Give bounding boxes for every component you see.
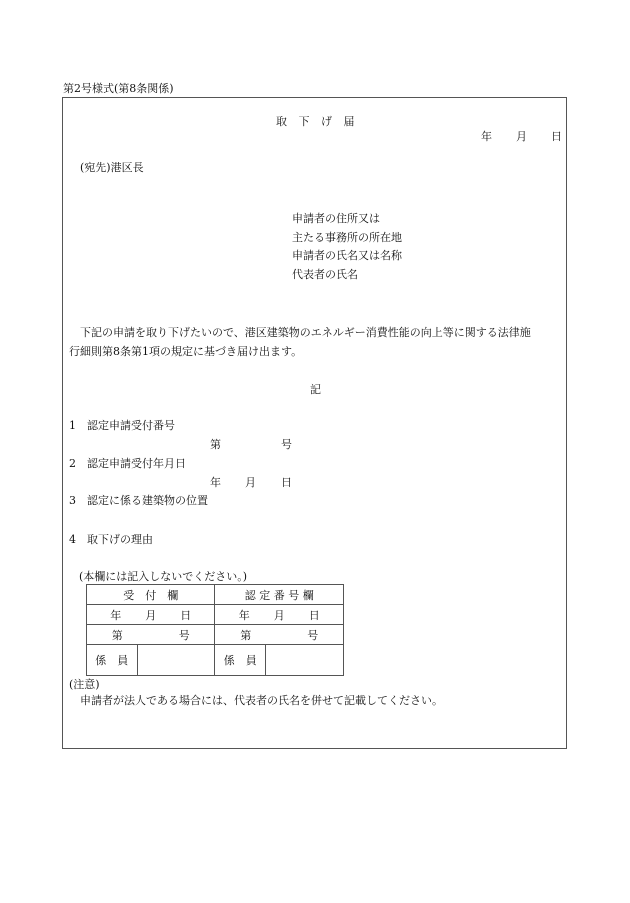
item-1-dai: 第 bbox=[210, 438, 221, 451]
cert-year: 年 bbox=[238, 608, 250, 622]
item-2-month: 月 bbox=[245, 476, 256, 489]
addressee: (宛先)港区長 bbox=[80, 161, 144, 174]
item-1-label: 1 認定申請受付番号 bbox=[69, 419, 175, 432]
body-line-2: 行細則第8条第1項の規定に基づき届け出ます。 bbox=[69, 345, 303, 358]
applicant-address-label: 申請者の住所又は bbox=[292, 212, 380, 225]
cert-go: 号 bbox=[307, 628, 319, 642]
item-3-label: 3 認定に係る建築物の位置 bbox=[69, 494, 208, 507]
applicant-name-label: 申請者の氏名又は名称 bbox=[292, 249, 402, 262]
cert-dai: 第 bbox=[240, 628, 252, 642]
reception-dai: 第 bbox=[111, 628, 123, 642]
cert-month: 月 bbox=[273, 608, 285, 622]
item-2-label: 2 認定申請受付年月日 bbox=[69, 457, 186, 470]
reception-month: 月 bbox=[145, 608, 157, 622]
office-use-table bbox=[86, 584, 344, 676]
date-day: 日 bbox=[551, 130, 562, 143]
note-heading: (注意) bbox=[69, 678, 100, 691]
reception-number-cell bbox=[87, 625, 215, 645]
page-title: 取 下 げ 届 bbox=[276, 115, 359, 128]
cert-number-cell bbox=[215, 625, 344, 645]
reception-clerk-label: 係 員 bbox=[87, 645, 138, 676]
item-2-day: 日 bbox=[281, 476, 292, 489]
date-year: 年 bbox=[481, 130, 492, 143]
reception-go: 号 bbox=[178, 628, 190, 642]
item-2-year: 年 bbox=[210, 476, 221, 489]
reception-date-cell bbox=[87, 605, 215, 625]
representative-label: 代表者の氏名 bbox=[292, 268, 358, 281]
ki-heading: 記 bbox=[310, 383, 321, 396]
reception-clerk-field bbox=[137, 645, 215, 676]
date-month: 月 bbox=[516, 130, 527, 143]
reception-header: 受 付 欄 bbox=[87, 585, 215, 605]
item-4-label: 4 取下げの理由 bbox=[69, 533, 153, 546]
cert-date-cell bbox=[215, 605, 344, 625]
cert-day: 日 bbox=[308, 608, 320, 622]
reception-day: 日 bbox=[180, 608, 192, 622]
reception-year: 年 bbox=[110, 608, 122, 622]
office-use-note: (本欄には記入しないでください。) bbox=[79, 570, 248, 583]
cert-clerk-field bbox=[266, 645, 344, 676]
cert-number-header: 認 定 番 号 欄 bbox=[215, 585, 344, 605]
body-line-1: 下記の申請を取り下げたいので、港区建築物のエネルギー消費性能の向上等に関する法律施 bbox=[80, 326, 531, 339]
note-text: 申請者が法人である場合には、代表者の氏名を併せて記載してください。 bbox=[80, 694, 443, 707]
form-label: 第2号様式(第8条関係) bbox=[63, 82, 174, 95]
applicant-office-label: 主たる事務所の所在地 bbox=[292, 231, 402, 244]
item-1-go: 号 bbox=[281, 438, 292, 451]
cert-clerk-label: 係 員 bbox=[215, 645, 266, 676]
